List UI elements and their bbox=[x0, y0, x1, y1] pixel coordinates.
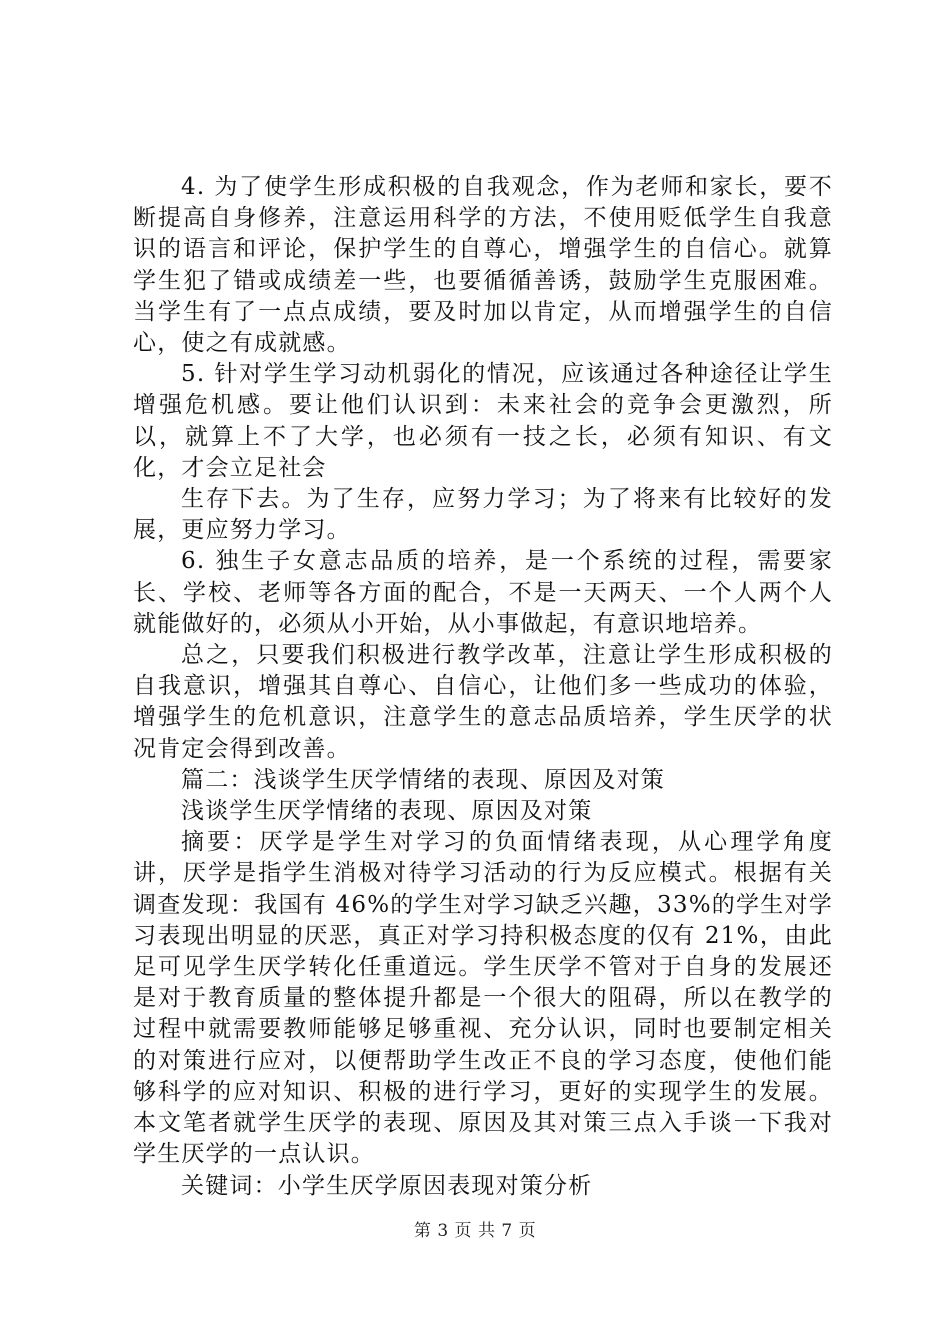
paragraph-point-4: 4. 为了使学生形成积极的自我观念，作为老师和家长，要不断提高自身修养，注意运用科学的方法，不使用贬低学生自我意识的语言和评论，保护学生的自尊心，增强学生的自信心。就算学生犯了错或成绩差一些，也要循循善诱，鼓励学生克服困难。当学生有了一点点成绩，要及时加以肯定，从而增强学生的自信心，使之有成就感。 bbox=[133, 174, 833, 357]
paragraph-point-5: 5. 针对学生学习动机弱化的情况，应该通过各种途径让学生增强危机感。要让他们认识到：未来社会的竞争会更激烈，所以，就算上不了大学，也必须有一技之长，必须有知识、有文化，才会立足社会 bbox=[133, 361, 833, 481]
paragraph-abstract: 摘要：厌学是学生对学习的负面情绪表现，从心理学角度讲，厌学是指学生消极对待学习活动的行为反应模式。根据有关调查发现：我国有 46%的学生对学习缺乏兴趣，33%的学生对学习表现出明显的厌恶，真正对学习持积极态度的仅有 21%，由此足可见学生厌学转化任重道远。学生厌学不管对于自身的发展还是对于教育质量的整体提升都是一个很大的阻碍，所以在教学的过程中就需要教师能够足够重视、充分认识，同时也要制定相关的对策进行应对，以便帮助学生改正不良的学习态度，使他们能够科学的应对知识、积极的进行学习，更好的实现学生的发展。本文笔者就学生厌学的表现、原因及其对策三点入手谈一下我对学生厌学的一点认识。 bbox=[133, 829, 833, 1168]
document-body bbox=[133, 172, 833, 1202]
paragraph-conclusion: 总之，只要我们积极进行教学改革，注意让学生形成积极的自我意识，增强其自尊心、自信心，让他们多一些成功的体验，增强学生的危机意识，注意学生的意志品质培养，学生厌学的状况肯定会得到改善。 bbox=[133, 642, 833, 762]
paragraph-keywords: 关键词：小学生厌学原因表现对策分析 bbox=[181, 1172, 593, 1199]
paragraph-point-6: 6. 独生子女意志品质的培养，是一个系统的过程，需要家长、学校、老师等各方面的配合，不是一天两天、一个人两个人就能做好的，必须从小开始，从小事做起，有意识地培养。 bbox=[133, 548, 833, 637]
section-heading: 篇二：浅谈学生厌学情绪的表现、原因及对策 bbox=[181, 766, 665, 793]
paragraph-point-5-continued: 生存下去。为了生存，应努力学习；为了将来有比较好的发展，更应努力学习。 bbox=[133, 486, 833, 544]
page-number-footer: 第 3 页 共 7 页 bbox=[413, 1221, 537, 1241]
article-title: 浅谈学生厌学情绪的表现、原因及对策 bbox=[181, 798, 593, 825]
